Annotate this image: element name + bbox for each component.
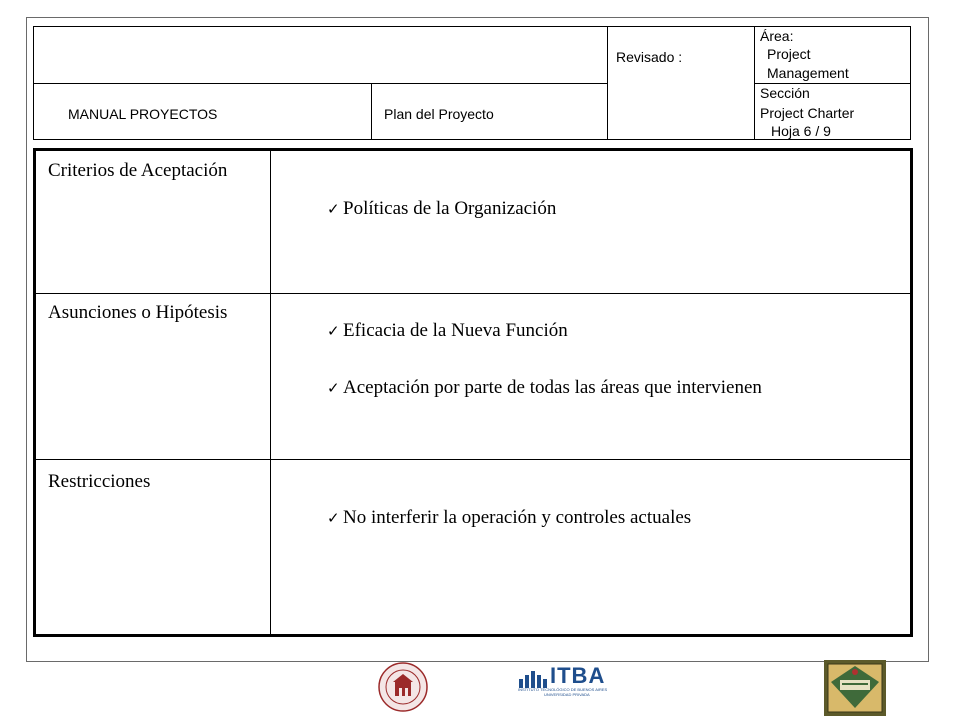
hoja-number: Hoja 6 / 9 <box>771 123 831 139</box>
column-divider <box>270 151 271 634</box>
header-manual-cell <box>33 83 372 140</box>
list-item <box>327 506 691 531</box>
list-item <box>327 319 568 344</box>
check-icon: ✓ <box>327 324 340 340</box>
crest-logo <box>824 660 886 716</box>
row-label-criterios: Criterios de Aceptación <box>48 160 228 181</box>
charter-table <box>33 148 913 637</box>
area-line2: Management <box>767 65 849 81</box>
header-revisado-cell <box>607 26 755 140</box>
itba-subtitle: INSTITUTO TECNOLÓGICO DE BUENOS AIRES <box>518 687 608 692</box>
check-icon: ✓ <box>327 511 340 527</box>
item-text: No interferir la operación y controles actuales <box>343 507 692 528</box>
itba-subtitle-2: UNIVERSIDAD PRIVADA <box>544 692 590 697</box>
university-seal-logo <box>378 662 428 712</box>
header-seccion-cell <box>754 83 911 140</box>
item-text: Aceptación por parte de todas las áreas que intervienen <box>343 377 762 398</box>
list-item <box>327 197 556 222</box>
list-item <box>327 376 762 401</box>
header-area-cell <box>754 26 911 84</box>
item-text: Políticas de la Organización <box>343 198 557 219</box>
seccion-label: Sección <box>760 85 810 101</box>
seccion-value: Project Charter <box>760 105 855 121</box>
header-plan-cell <box>371 83 608 140</box>
itba-logo <box>518 665 626 697</box>
item-text: Eficacia de la Nueva Función <box>343 320 568 341</box>
check-icon: ✓ <box>327 202 340 218</box>
itba-mark-icon <box>518 667 548 689</box>
itba-name: ITBA <box>550 663 606 688</box>
header-top-left-cell <box>33 26 608 84</box>
revisado-label: Revisado : <box>616 49 683 65</box>
manual-title: MANUAL PROYECTOS <box>68 106 218 122</box>
row-divider-1 <box>36 293 910 294</box>
plan-title: Plan del Proyecto <box>384 106 494 122</box>
area-line1: Project <box>767 46 811 62</box>
check-icon: ✓ <box>327 381 340 397</box>
area-label: Área: <box>760 28 794 44</box>
row-divider-2 <box>36 459 910 460</box>
row-label-asunciones: Asunciones o Hipótesis <box>48 302 228 323</box>
row-label-restricciones: Restricciones <box>48 471 151 492</box>
